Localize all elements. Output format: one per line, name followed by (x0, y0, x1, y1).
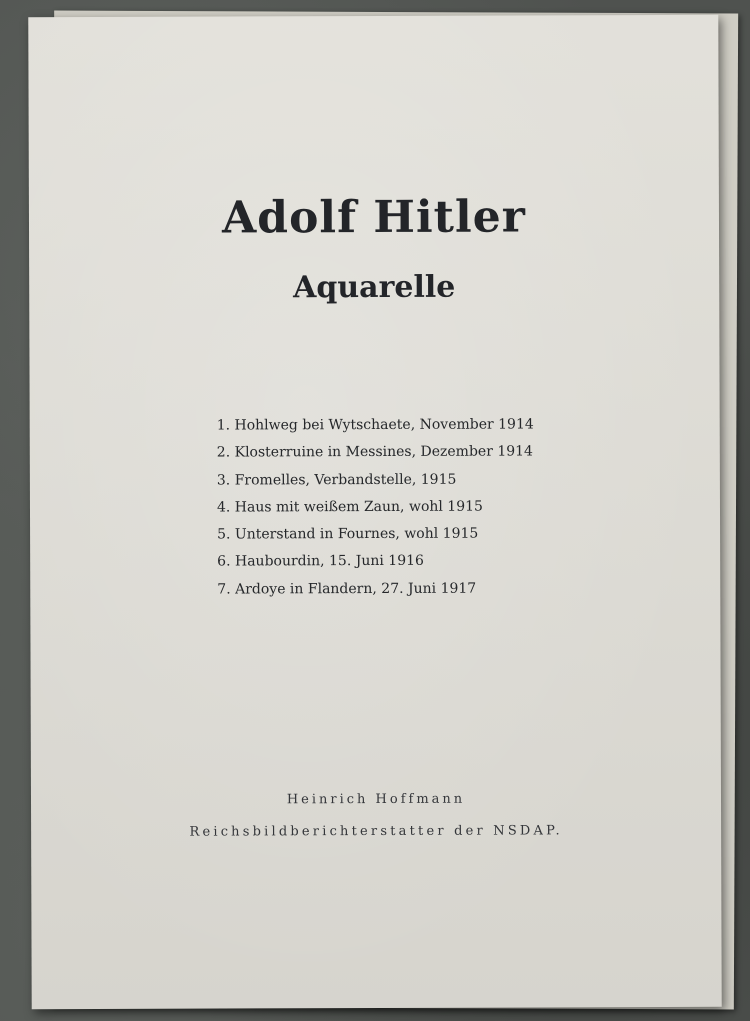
list-item: 7. Ardoye in Flandern, 27. Juni 1917 (217, 580, 477, 598)
list-item: 1. Hohlweg bei Wytschaete, November 1914 (216, 416, 534, 434)
document-subtitle: Aquarelle (293, 269, 456, 306)
list-item: 4. Haus mit weißem Zaun, wohl 1915 (216, 498, 483, 516)
list-item: 6. Haubourdin, 15. Juni 1916 (217, 553, 424, 571)
list-item: 2. Klosterruine in Messines, Dezember 1914 (216, 443, 533, 461)
list-item: 5. Unterstand in Fournes, wohl 1915 (217, 525, 479, 543)
publisher-name: Heinrich Hoffmann (286, 791, 466, 808)
list-item: 3. Fromelles, Verbandstelle, 1915 (216, 471, 457, 489)
document-title: Adolf Hitler (222, 191, 526, 244)
document-cover (28, 15, 721, 1009)
contents-list (217, 411, 535, 603)
publisher-role: Reichsbildberichterstatter der NSDAP. (189, 823, 563, 840)
